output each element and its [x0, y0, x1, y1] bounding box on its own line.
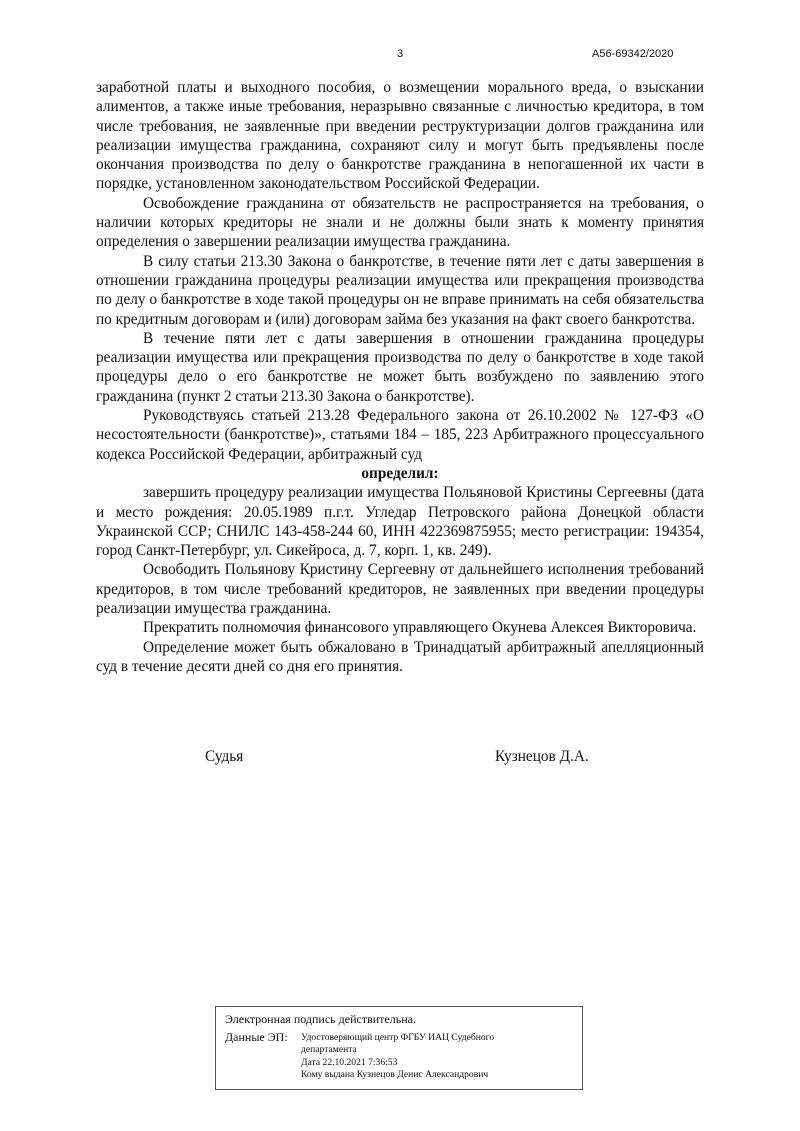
esig-line: Дата 22.10.2021 7:36:53 [301, 1056, 398, 1068]
judge-name: Кузнецов Д.А. [495, 748, 589, 765]
esig-line: Кому выдана Кузнецов Денис Александрович [301, 1068, 489, 1080]
paragraph: Руководствуясь статьей 213.28 Федерального закона от 26.10.2002 № 127-ФЗ «О несостоятельности (банкротстве)», статьями 184 – 185, 223 Арбитражного процессуального кодекса Российской Федерации, арбитражный суд [96, 407, 704, 463]
esig-title: Электронная подпись действительна. [225, 1012, 416, 1026]
esig-label: Данные ЭП: [225, 1030, 288, 1044]
esig-details [301, 1032, 494, 1081]
ruling-paragraph: завершить процедуру реализации имущества Польяновой Кристины Сергеевны (дата и место рождения: 20.05.1989 п.г.т. Угледар Петровского района Донецкой области Украинской ССР; СНИЛС 143-458-244 60, ИНН 422369875955; место регистрации: 194354, город Санкт-Петербург, ул. Сикейроса, д. 7, корп. 1, кв. 249). [96, 484, 704, 560]
document-body [96, 78, 704, 676]
paragraph: Освобождение гражданина от обязательств не распространяется на требования, о наличии которых кредиторы не знали и не должны были знать к моменту принятия определения о завершении реализации имущества гражданина. [96, 194, 704, 251]
ruling-paragraph: Освободить Польянову Кристину Сергеевну от дальнейшего исполнения требований кредиторов, в том числе требований кредиторов, не заявленных при введении процедуры реализации имущества гражданина. [96, 561, 704, 618]
ruling-paragraph: Определение может быть обжаловано в Тринадцатый арбитражный апелляционный суд в течение десяти дней со дня его принятия. [96, 638, 704, 675]
esig-line: департамента [301, 1044, 357, 1056]
esig-line: Удостоверяющий центр ФГБУ ИАЦ Судебного [301, 1032, 495, 1043]
case-number: А56-69342/2020 [592, 48, 674, 60]
paragraph: заработной платы и выходного пособия, о возмещении морального вреда, о взыскании алиментов, а также иные требования, неразрывно связанные с личностью кредитора, в том числе требования, не заявленные при введении реструктуризации долгов гражданина или реализации имущества гражданина, сохраняют силу и могут быть предъявлены после окончания производства по делу о банкротстве гражданина в непогашенной их части в порядке, установленном законодательством Российской Федерации. [96, 79, 704, 193]
electronic-signature-stamp [215, 1006, 583, 1090]
judge-label: Судья [205, 748, 244, 765]
paragraph: В силу статьи 213.30 Закона о банкротстве, в течение пяти лет с даты завершения в отношении гражданина процедуры реализации имущества или прекращения производства по делу о банкротстве в ходе такой процедуры он не вправе принимать на себя обязательства по кредитным договорам и (или) договорам займа без указания на факт своего банкротства. [96, 252, 704, 328]
page-number: 3 [397, 48, 404, 60]
paragraph: В течение пяти лет с даты завершения в отношении гражданина процедуры реализации имущества или прекращения производства по делу о банкротстве в ходе такой процедуры дело о его банкротстве не может быть возбуждено по заявлению этого гражданина (пункт 2 статьи 213.30 Закона о банкротстве). [96, 329, 704, 405]
page-header [0, 48, 800, 64]
ruling-heading: определил: [361, 464, 439, 482]
ruling-paragraph: Прекратить полномочия финансового управляющего Окунева Алексея Викторовича. [143, 619, 697, 637]
